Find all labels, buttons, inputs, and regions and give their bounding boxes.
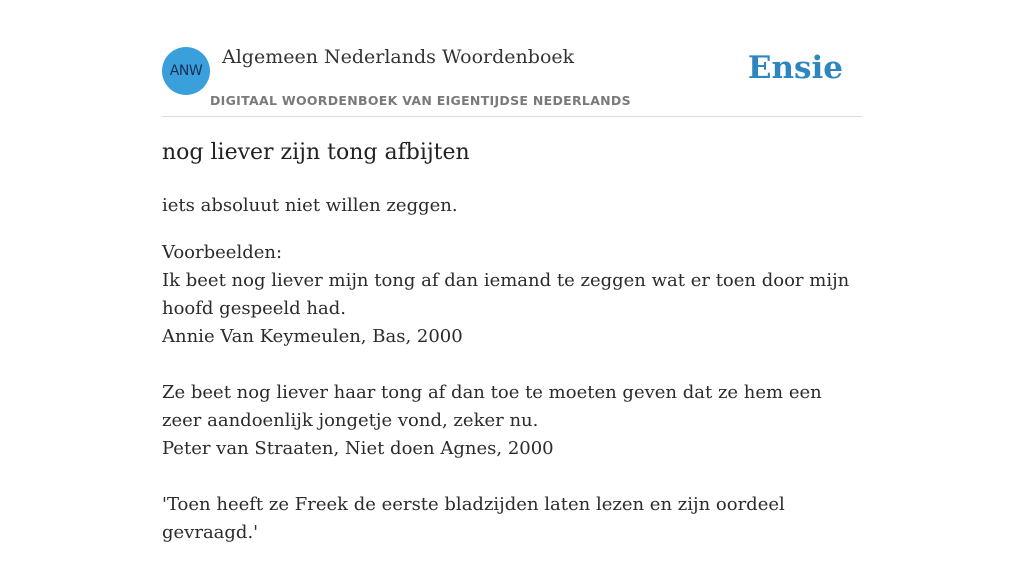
- example-item: [162, 379, 862, 463]
- page: [162, 0, 862, 543]
- example-item: [162, 491, 862, 547]
- example-source: Peter van Straaten, Niet doen Agnes, 2000: [162, 438, 554, 459]
- example-text: Ze beet nog liever haar tong af dan toe te moeten geven dat ze hem een zeer aandoenlijk jongetje vond, zeker nu.: [162, 382, 822, 431]
- examples-label: Voorbeelden:: [162, 242, 283, 263]
- example-text: 'Toen heeft ze Freek de eerste bladzijden laten lezen en zijn oordeel gevraagd.': [162, 494, 785, 543]
- example-source: Annie Van Keymeulen, Bas, 2000: [162, 326, 463, 347]
- definition: iets absoluut niet willen zeggen.: [162, 195, 458, 216]
- site-title[interactable]: Algemeen Nederlands Woordenboek: [222, 46, 575, 68]
- example-item: [162, 267, 862, 351]
- anw-logo[interactable]: ANW: [162, 47, 210, 95]
- example-text: Ik beet nog liever mijn tong af dan iemand te zeggen wat er toen door mijn hoofd gespeeld had.: [162, 270, 850, 319]
- site-header: [162, 0, 862, 117]
- page-title: nog liever zijn tong afbijten: [162, 140, 470, 165]
- examples-section: [162, 239, 862, 575]
- site-subtitle: DIGITAAL WOORDENBOEK VAN EIGENTIJDSE NEDERLANDS: [210, 93, 631, 108]
- ensie-logo[interactable]: Ensie: [747, 50, 843, 86]
